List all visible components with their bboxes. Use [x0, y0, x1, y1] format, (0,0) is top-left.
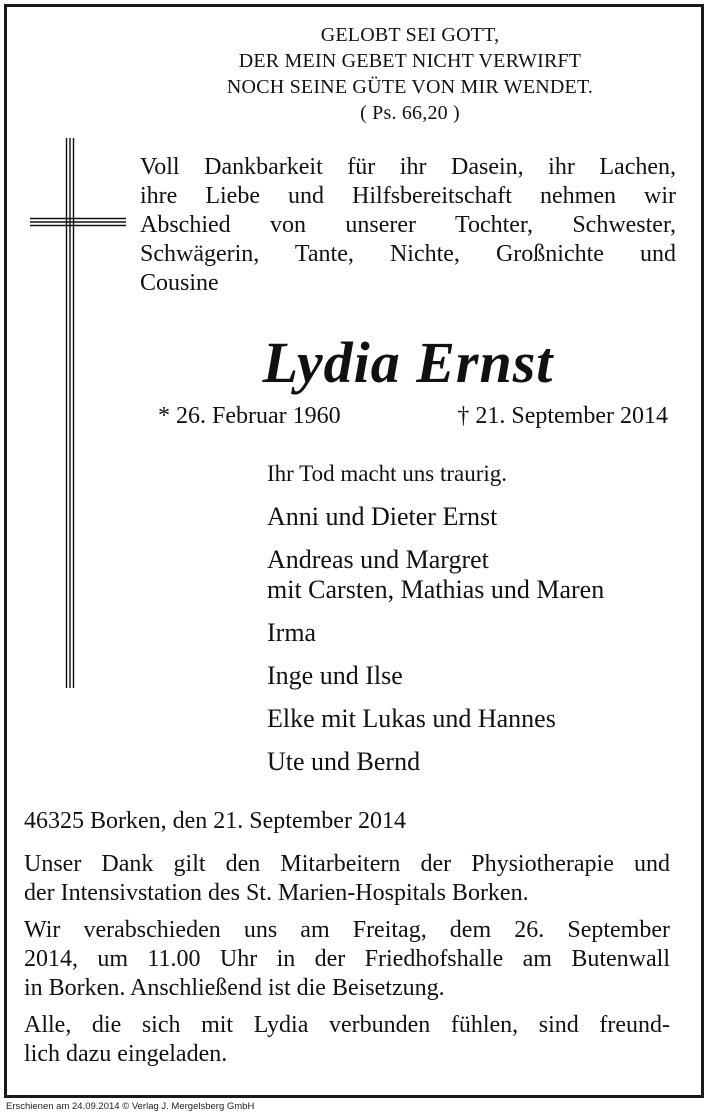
closing-notes	[24, 850, 670, 1077]
birth-date: * 26. Februar 1960	[158, 403, 341, 429]
mourner-group	[267, 747, 697, 777]
publication-footer: Erschienen am 24.09.2014 © Verlag J. Mergelsberg GmbH	[6, 1101, 255, 1112]
place-and-date: 46325 Borken, den 21. September 2014	[24, 808, 406, 834]
mourner-line: Elke mit Lukas und Hannes	[267, 704, 556, 733]
mourner-group	[267, 618, 697, 648]
mourner-line: Ute und Bernd	[267, 747, 421, 776]
note-line: lich dazu eingeladen.	[24, 1041, 228, 1067]
intro-line: Schwägerin, Tante, Nichte, Großnichte und	[140, 241, 676, 267]
mourner-group	[267, 661, 697, 691]
note-line: Unser Dank gilt den Mitarbeitern der Physiotherapie und	[24, 851, 670, 877]
intro-line: ihre Liebe und Hilfsbereitschaft nehmen wir	[140, 183, 676, 209]
death-date: † 21. September 2014	[457, 403, 668, 429]
intro-text	[140, 153, 676, 298]
mourner-line: Inge und Ilse	[267, 661, 403, 690]
psalm-line: DER MEIN GEBET NICHT VERWIRFT	[238, 50, 582, 72]
mourning-tagline: Ihr Tod macht uns traurig.	[267, 461, 508, 486]
mourner-group	[267, 502, 697, 532]
note-line: Wir verabschieden uns am Freitag, dem 26. September	[24, 917, 670, 943]
funeral-paragraph	[24, 916, 670, 1003]
psalm-quote	[140, 22, 680, 126]
psalm-line: NOCH SEINE GÜTE VON MIR WENDET.	[226, 76, 594, 98]
mourners-list	[267, 458, 697, 790]
cross-icon	[30, 138, 126, 688]
note-line: der Intensivstation des St. Marien-Hospitals Borken.	[24, 880, 529, 906]
intro-line: Voll Dankbarkeit für ihr Dasein, ihr Lachen,	[140, 154, 676, 180]
life-dates	[158, 400, 668, 432]
note-line: Alle, die sich mit Lydia verbunden fühlen, sind freund-	[24, 1012, 670, 1038]
psalm-reference: ( Ps. 66,20 )	[360, 102, 460, 124]
mourner-group	[267, 545, 697, 605]
thanks-paragraph	[24, 850, 670, 908]
psalm-line: GELOBT SEI GOTT,	[320, 24, 500, 46]
mourner-line: mit Carsten, Mathias und Maren	[267, 575, 605, 604]
note-line: 2014, um 11.00 Uhr in der Friedhofshalle am Butenwall	[24, 946, 670, 972]
intro-line: Cousine	[140, 270, 219, 296]
mourner-group	[267, 704, 697, 734]
deceased-name: Lydia Ernst	[262, 330, 554, 395]
mourner-line: Andreas und Margret	[267, 545, 489, 574]
mourner-line: Irma	[267, 618, 317, 647]
intro-line: Abschied von unserer Tochter, Schwester,	[140, 212, 676, 238]
invitation-paragraph	[24, 1011, 670, 1069]
note-line: in Borken. Anschließend ist die Beisetzung.	[24, 975, 445, 1001]
mourner-line: Anni und Dieter Ernst	[267, 502, 498, 531]
